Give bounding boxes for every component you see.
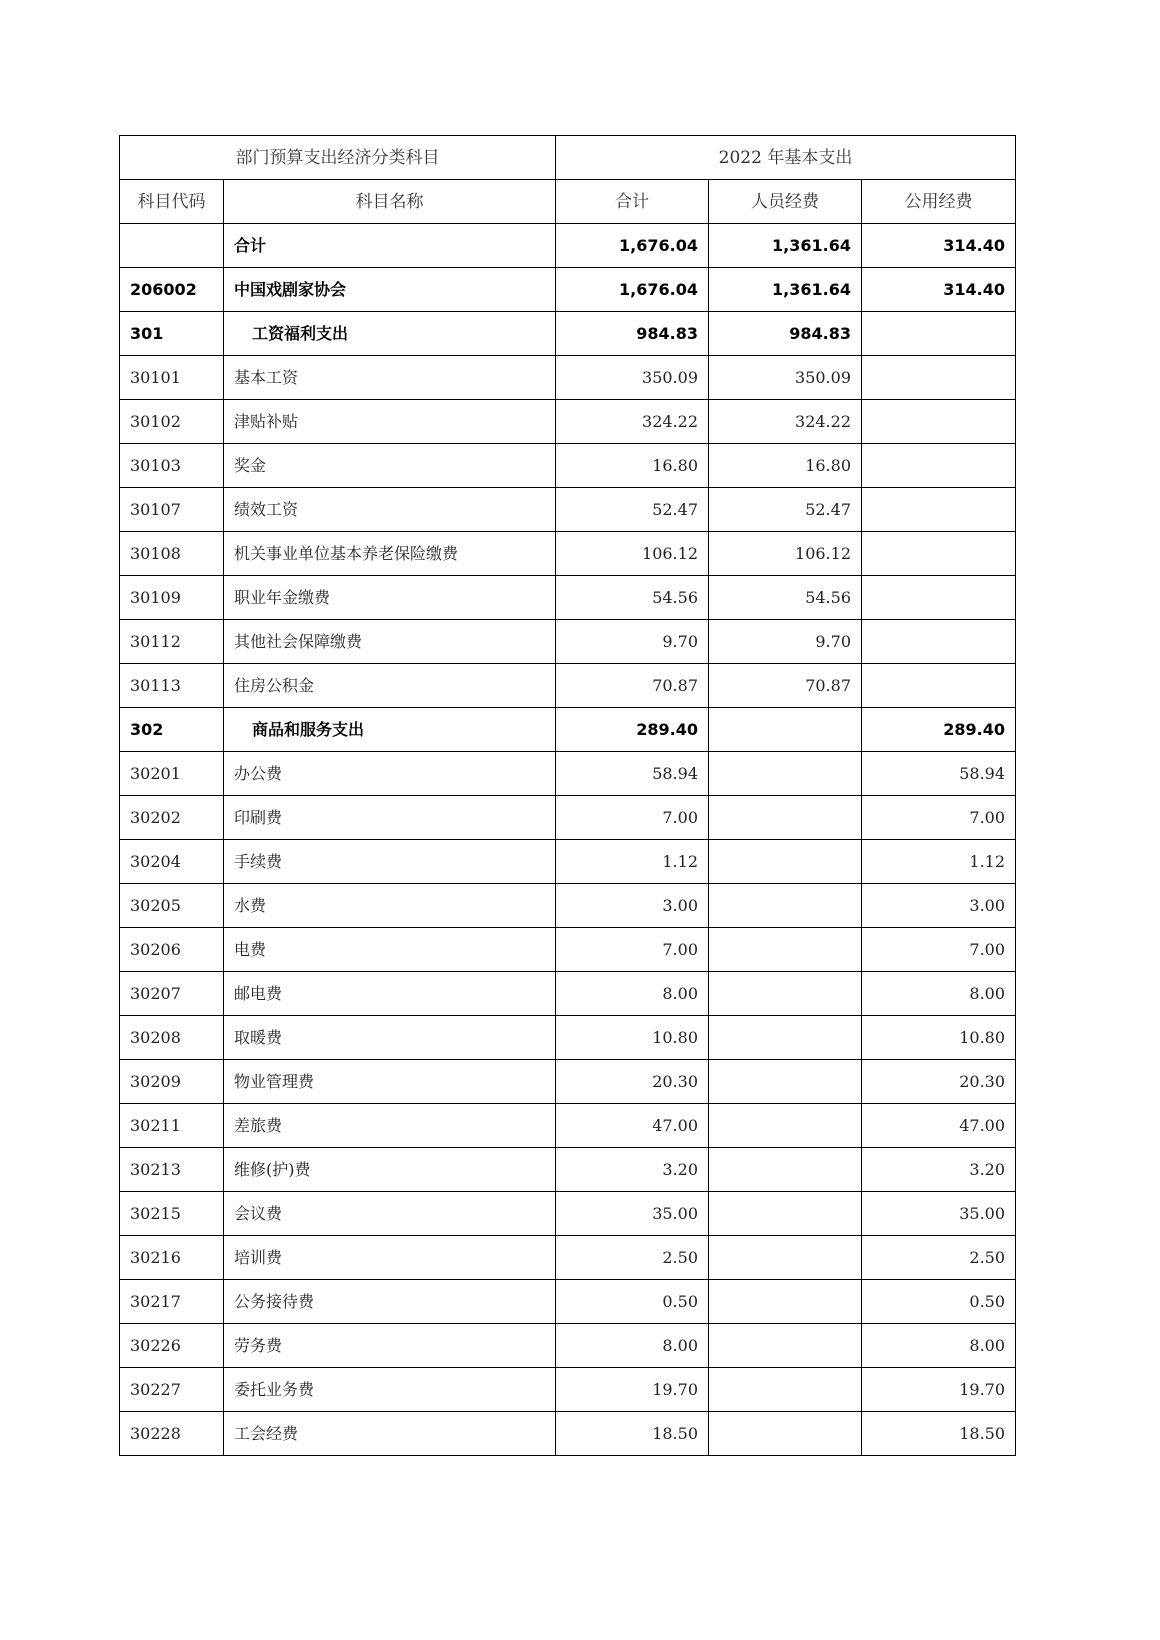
cell-code: 30216 (120, 1236, 224, 1280)
cell-personnel (709, 840, 862, 884)
cell-name: 办公费 (224, 752, 556, 796)
cell-total: 58.94 (556, 752, 709, 796)
cell-code: 30207 (120, 972, 224, 1016)
cell-name: 中国戏剧家协会 (224, 268, 556, 312)
cell-name: 劳务费 (224, 1324, 556, 1368)
cell-personnel (709, 1016, 862, 1060)
table-row (120, 884, 1016, 928)
cell-total: 1,676.04 (556, 224, 709, 268)
cell-name: 绩效工资 (224, 488, 556, 532)
cell-personnel (709, 928, 862, 972)
cell-name: 合计 (224, 224, 556, 268)
cell-name: 委托业务费 (224, 1368, 556, 1412)
cell-total: 19.70 (556, 1368, 709, 1412)
cell-total: 9.70 (556, 620, 709, 664)
cell-code: 30211 (120, 1104, 224, 1148)
cell-public (862, 532, 1016, 576)
cell-code: 30113 (120, 664, 224, 708)
table-row (120, 576, 1016, 620)
cell-total: 3.00 (556, 884, 709, 928)
cell-personnel: 9.70 (709, 620, 862, 664)
cell-personnel (709, 972, 862, 1016)
table-row (120, 532, 1016, 576)
cell-code: 30208 (120, 1016, 224, 1060)
cell-public: 19.70 (862, 1368, 1016, 1412)
cell-personnel (709, 884, 862, 928)
cell-name: 印刷费 (224, 796, 556, 840)
cell-total: 2.50 (556, 1236, 709, 1280)
cell-code: 30217 (120, 1280, 224, 1324)
table-row (120, 752, 1016, 796)
cell-code: 30202 (120, 796, 224, 840)
cell-personnel: 70.87 (709, 664, 862, 708)
cell-public: 7.00 (862, 928, 1016, 972)
cell-code: 30206 (120, 928, 224, 972)
cell-total: 7.00 (556, 928, 709, 972)
column-header-total: 合计 (556, 180, 709, 224)
group-header-year-expenditure: 2022 年基本支出 (556, 136, 1016, 180)
cell-code: 30109 (120, 576, 224, 620)
cell-public: 3.20 (862, 1148, 1016, 1192)
table-row (120, 312, 1016, 356)
cell-total: 106.12 (556, 532, 709, 576)
cell-total: 7.00 (556, 796, 709, 840)
cell-public: 1.12 (862, 840, 1016, 884)
cell-personnel (709, 1192, 862, 1236)
cell-public (862, 664, 1016, 708)
cell-name: 津贴补贴 (224, 400, 556, 444)
cell-name: 差旅费 (224, 1104, 556, 1148)
cell-name: 机关事业单位基本养老保险缴费 (224, 532, 556, 576)
cell-name: 会议费 (224, 1192, 556, 1236)
cell-public: 8.00 (862, 972, 1016, 1016)
cell-name: 维修(护)费 (224, 1148, 556, 1192)
cell-code: 30205 (120, 884, 224, 928)
cell-public: 314.40 (862, 268, 1016, 312)
cell-total: 350.09 (556, 356, 709, 400)
cell-public: 314.40 (862, 224, 1016, 268)
cell-total: 8.00 (556, 1324, 709, 1368)
cell-name: 培训费 (224, 1236, 556, 1280)
column-header-personnel: 人员经费 (709, 180, 862, 224)
table-column-header-row (120, 180, 1016, 224)
cell-personnel: 106.12 (709, 532, 862, 576)
cell-personnel: 324.22 (709, 400, 862, 444)
cell-code: 30213 (120, 1148, 224, 1192)
table-body (120, 224, 1016, 1456)
cell-name: 职业年金缴费 (224, 576, 556, 620)
cell-public (862, 400, 1016, 444)
cell-code: 30103 (120, 444, 224, 488)
table-row (120, 1104, 1016, 1148)
table-row (120, 268, 1016, 312)
table-row (120, 796, 1016, 840)
cell-personnel: 350.09 (709, 356, 862, 400)
cell-code: 30228 (120, 1412, 224, 1456)
cell-personnel: 54.56 (709, 576, 862, 620)
cell-total: 324.22 (556, 400, 709, 444)
table-row (120, 1148, 1016, 1192)
cell-public: 0.50 (862, 1280, 1016, 1324)
table-row (120, 928, 1016, 972)
column-header-public: 公用经费 (862, 180, 1016, 224)
cell-public (862, 444, 1016, 488)
cell-code: 30209 (120, 1060, 224, 1104)
cell-personnel (709, 752, 862, 796)
cell-total: 18.50 (556, 1412, 709, 1456)
cell-code: 30226 (120, 1324, 224, 1368)
table-row (120, 400, 1016, 444)
cell-public: 2.50 (862, 1236, 1016, 1280)
cell-total: 20.30 (556, 1060, 709, 1104)
cell-personnel (709, 1148, 862, 1192)
cell-code: 30227 (120, 1368, 224, 1412)
cell-code: 30112 (120, 620, 224, 664)
cell-total: 35.00 (556, 1192, 709, 1236)
cell-name: 物业管理费 (224, 1060, 556, 1104)
table-row (120, 664, 1016, 708)
table-row (120, 1060, 1016, 1104)
cell-public: 47.00 (862, 1104, 1016, 1148)
table-row (120, 444, 1016, 488)
cell-code: 30102 (120, 400, 224, 444)
table-row (120, 708, 1016, 752)
column-header-name: 科目名称 (224, 180, 556, 224)
cell-public: 35.00 (862, 1192, 1016, 1236)
cell-public: 8.00 (862, 1324, 1016, 1368)
cell-name: 基本工资 (224, 356, 556, 400)
group-header-classification: 部门预算支出经济分类科目 (120, 136, 556, 180)
cell-code: 30108 (120, 532, 224, 576)
cell-total: 3.20 (556, 1148, 709, 1192)
table-row (120, 488, 1016, 532)
cell-total: 54.56 (556, 576, 709, 620)
cell-personnel (709, 1280, 862, 1324)
cell-name: 邮电费 (224, 972, 556, 1016)
cell-name: 电费 (224, 928, 556, 972)
cell-personnel (709, 1412, 862, 1456)
table-row (120, 356, 1016, 400)
table-group-header-row (120, 136, 1016, 180)
cell-public: 20.30 (862, 1060, 1016, 1104)
cell-personnel: 1,361.64 (709, 268, 862, 312)
cell-total: 0.50 (556, 1280, 709, 1324)
cell-personnel (709, 1104, 862, 1148)
table-row (120, 620, 1016, 664)
cell-name: 工资福利支出 (224, 312, 556, 356)
cell-personnel: 1,361.64 (709, 224, 862, 268)
cell-code: 30201 (120, 752, 224, 796)
cell-public (862, 620, 1016, 664)
table-row (120, 1368, 1016, 1412)
cell-personnel (709, 796, 862, 840)
table-row (120, 1192, 1016, 1236)
table-row (120, 1324, 1016, 1368)
cell-public: 10.80 (862, 1016, 1016, 1060)
cell-code: 30204 (120, 840, 224, 884)
cell-code: 30215 (120, 1192, 224, 1236)
cell-code: 302 (120, 708, 224, 752)
cell-total: 289.40 (556, 708, 709, 752)
cell-name: 工会经费 (224, 1412, 556, 1456)
cell-name: 住房公积金 (224, 664, 556, 708)
cell-total: 984.83 (556, 312, 709, 356)
cell-total: 52.47 (556, 488, 709, 532)
cell-total: 47.00 (556, 1104, 709, 1148)
table-row (120, 1236, 1016, 1280)
cell-personnel: 52.47 (709, 488, 862, 532)
cell-code: 30101 (120, 356, 224, 400)
cell-public: 289.40 (862, 708, 1016, 752)
cell-personnel: 984.83 (709, 312, 862, 356)
cell-name: 其他社会保障缴费 (224, 620, 556, 664)
cell-public: 58.94 (862, 752, 1016, 796)
cell-personnel (709, 1324, 862, 1368)
cell-code: 301 (120, 312, 224, 356)
table-row (120, 1412, 1016, 1456)
cell-code: 30107 (120, 488, 224, 532)
table-row (120, 1016, 1016, 1060)
table-row (120, 972, 1016, 1016)
cell-total: 16.80 (556, 444, 709, 488)
cell-code: 206002 (120, 268, 224, 312)
table-row (120, 224, 1016, 268)
cell-name: 公务接待费 (224, 1280, 556, 1324)
cell-total: 8.00 (556, 972, 709, 1016)
cell-public (862, 356, 1016, 400)
cell-name: 手续费 (224, 840, 556, 884)
cell-public (862, 488, 1016, 532)
column-header-code: 科目代码 (120, 180, 224, 224)
table-row (120, 840, 1016, 884)
cell-name: 取暖费 (224, 1016, 556, 1060)
cell-code (120, 224, 224, 268)
cell-personnel (709, 1368, 862, 1412)
cell-name: 商品和服务支出 (224, 708, 556, 752)
cell-public (862, 576, 1016, 620)
cell-public: 18.50 (862, 1412, 1016, 1456)
cell-personnel (709, 1060, 862, 1104)
cell-personnel (709, 1236, 862, 1280)
cell-personnel: 16.80 (709, 444, 862, 488)
budget-expenditure-table (119, 135, 1016, 1456)
cell-name: 奖金 (224, 444, 556, 488)
cell-public: 3.00 (862, 884, 1016, 928)
cell-name: 水费 (224, 884, 556, 928)
cell-public (862, 312, 1016, 356)
cell-total: 1,676.04 (556, 268, 709, 312)
table-row (120, 1280, 1016, 1324)
cell-total: 1.12 (556, 840, 709, 884)
cell-total: 10.80 (556, 1016, 709, 1060)
cell-personnel (709, 708, 862, 752)
cell-public: 7.00 (862, 796, 1016, 840)
cell-total: 70.87 (556, 664, 709, 708)
